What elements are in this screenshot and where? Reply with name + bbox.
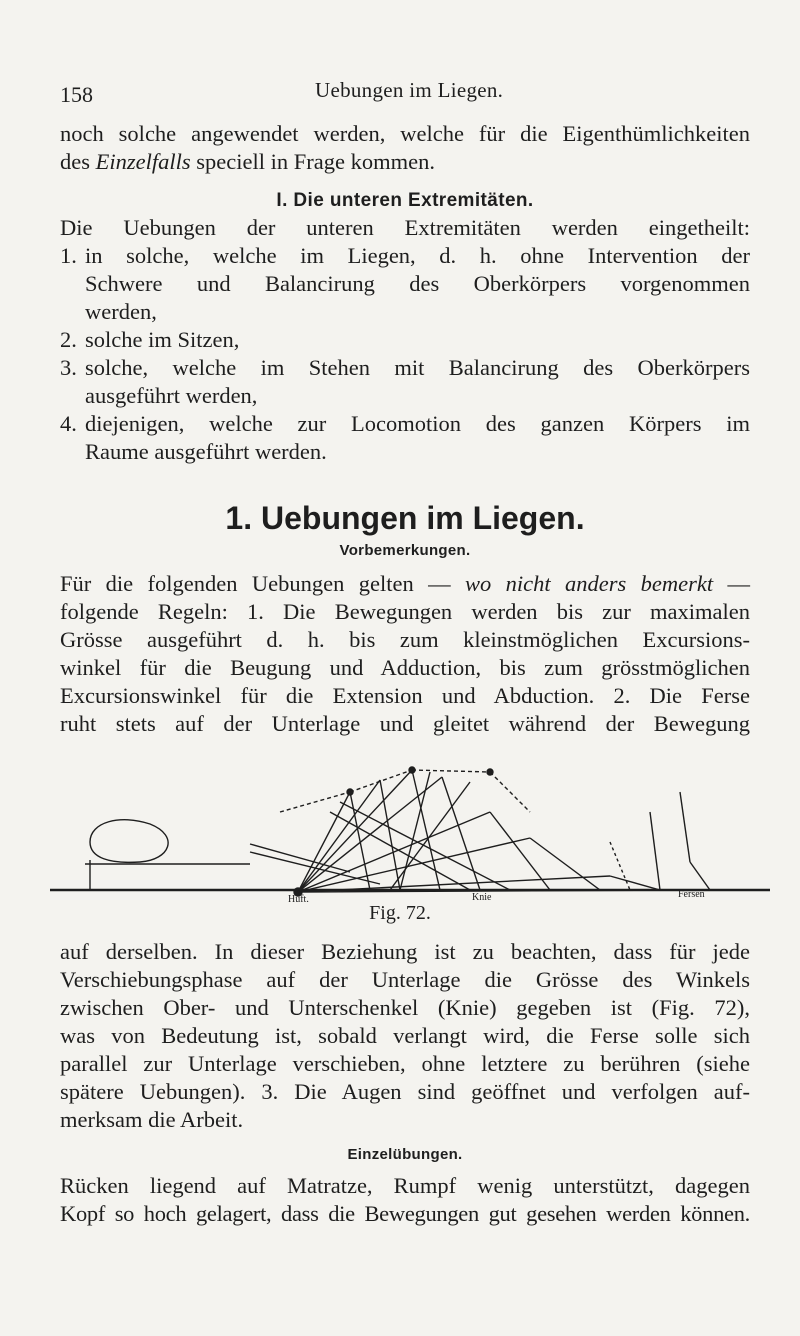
intro-text-end: speciell in Frage kommen. <box>196 149 435 174</box>
list-line: Raume ausgeführt werden. <box>85 439 327 464</box>
body-line: auf derselben. In dieser Beziehung ist zu beachten, dass für jede <box>60 939 750 964</box>
list-number: 1. <box>60 243 77 268</box>
list-line: solche, welche im Stehen mit Balancirung des Oberkörpers <box>85 355 750 380</box>
section-intro: Die Uebungen der unteren Extremitäten werden eingetheilt: <box>60 215 750 240</box>
body-line: Verschiebungsphase auf der Unterlage die Grösse des Winkels <box>60 967 750 992</box>
page-number: 158 <box>60 82 93 107</box>
intro-emphasis: Einzelfalls <box>95 149 191 174</box>
list-line: diejenigen, welche zur Locomotion des ganzen Körpers im <box>85 411 750 436</box>
intro-text: des <box>60 149 90 174</box>
list-item-1 <box>60 242 750 326</box>
right-leg-line <box>650 812 660 890</box>
shank-line <box>380 780 400 890</box>
list-line: in solche, welche im Liegen, d. h. ohne Intervention der <box>85 243 750 268</box>
shank-line <box>490 812 550 890</box>
body-line: spätere Uebungen). 3. Die Augen sind geöffnet und verfolgen auf- <box>60 1079 750 1104</box>
list-number: 4. <box>60 411 77 436</box>
knee-label: Knie <box>472 892 492 902</box>
body-line: Rücken liegend auf Matratze, Rumpf wenig unterstützt, dagegen <box>60 1173 750 1198</box>
list-item-3 <box>60 354 750 410</box>
list-number: 2. <box>60 327 77 352</box>
list-line: werden, <box>85 299 157 324</box>
figure-caption: Fig. 72. <box>369 902 431 924</box>
right-leg-line <box>680 792 690 862</box>
cross-line <box>330 812 470 890</box>
cross-line <box>390 782 470 890</box>
cross-line <box>250 844 350 872</box>
right-leg-line <box>610 842 630 890</box>
knee-arc <box>280 792 350 812</box>
body-line: zwischen Ober- und Unterschenkel (Knie) gegeben ist (Fig. 72), <box>60 995 750 1020</box>
running-title: Uebungen im Liegen. <box>315 78 504 102</box>
pillow-outline <box>90 820 168 863</box>
intro-line-1: noch solche angewendet werden, welche für die Eigenthümlichkeiten <box>60 121 750 146</box>
list-item-2 <box>60 326 750 354</box>
knee-arc <box>412 770 490 772</box>
subheading-einzeluebungen: Einzelübungen. <box>347 1146 463 1163</box>
page-header <box>60 78 740 108</box>
body-line: was von Bedeutung ist, sobald verlangt wird, die Ferse solle sich <box>60 1023 750 1048</box>
rules-line-1 <box>60 570 750 598</box>
right-leg-line <box>690 862 710 890</box>
knee-arc <box>490 772 530 812</box>
intro-line-2 <box>60 148 750 176</box>
shank-line <box>530 838 600 890</box>
body-line: parallel zur Unterlage verschieben, ohne letztere zu berühren (siehe <box>60 1051 750 1076</box>
rules-emphasis: wo nicht anders bemerkt <box>464 571 714 596</box>
rules-line: folgende Regeln: 1. Die Bewegungen werden bis zur maximalen <box>60 599 750 624</box>
knee-point <box>347 789 353 795</box>
list-number: 3. <box>60 355 77 380</box>
knee-point <box>409 767 415 773</box>
rules-line: Excursionswinkel für die Extension und Abduction. 2. Die Ferse <box>60 683 750 708</box>
list-line: solche im Sitzen, <box>85 327 240 352</box>
list-item-4 <box>60 410 750 466</box>
shank-line <box>610 876 660 890</box>
rules-line: ruht stets auf der Unterlage und gleitet während der Bewegung <box>60 711 750 736</box>
knee-point <box>487 769 493 775</box>
fig-72-leg-diagram <box>50 752 770 902</box>
list-line: ausgeführt werden, <box>85 383 258 408</box>
body-line: Kopf so hoch gelagert, dass die Bewegungen gut gesehen werden können. <box>60 1201 750 1226</box>
rules-line: Grösse ausgeführt d. h. bis zum kleinstmöglichen Excursions- <box>60 627 750 652</box>
section-heading-extremities: I. Die unteren Extremitäten. <box>276 190 534 211</box>
rules-line: winkel für die Beugung und Adduction, bis zum grösstmöglichen <box>60 655 750 680</box>
body-line: merksam die Arbeit. <box>60 1107 244 1132</box>
rules-dash: — <box>727 571 750 596</box>
section-heading-lying: 1. Uebungen im Liegen. <box>225 500 585 536</box>
heel-label: Fersen <box>678 889 705 900</box>
thigh-line <box>298 792 350 892</box>
cross-line <box>400 772 430 890</box>
subheading-vorbemerkungen: Vorbemerkungen. <box>339 542 471 559</box>
list-line: Schwere und Balancirung des Oberkörpers vorgenommen <box>85 271 750 296</box>
hip-label: Hüft. <box>288 894 309 902</box>
rules-text: Für die folgenden Uebungen gelten — <box>60 571 451 596</box>
